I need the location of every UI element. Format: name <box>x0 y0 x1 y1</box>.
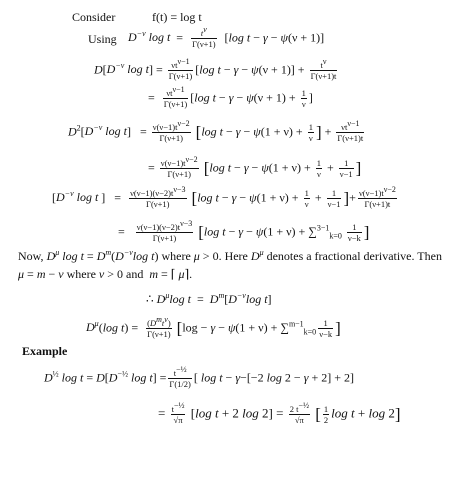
therefore-equation: ∴ $D^\mu\log$ $t = D^m[D^{-\nu}\log$ t] <box>146 291 272 306</box>
equation-3: = $\frac{\nu t^{\nu-1}}{\Gamma(\nu+1)}$ [log t − γ − ψ(ν + 1) + $\frac{1}{\nu}$ ] <box>148 85 313 109</box>
example-equation-2: = $\frac{t^{-\frac{1}{2}}}{√\pi}$ [log t + 2 log 2] = $\frac{2 t^{-\frac{1}{2}}}{√\pi}$ [ $\frac{1}{2}$ log t + log 2] <box>158 401 401 425</box>
paragraph-line-1: Now, $D^\mu$ $\log t = D^m(D^{-\nu}\log$ t) where μ > 0. Here $D^\mu$ denotes a fractional derivative. Then <box>18 248 442 263</box>
equation-7: = $\frac{\nu(\nu-1)(\nu-2)t^{\nu-3}}{\Gamma(\nu+1)}$ [log t − γ − ψ(1 + ν) + ∑$^{3-1}_{k=0}$ $\frac{1}{\nu-k}$ ] <box>118 219 370 243</box>
equation-1: $D^{-\nu}$ log t = $\frac{t^\nu}{\Gamma(\nu+1)}$ [log t − γ − ψ(ν + 1)] <box>128 25 325 49</box>
example-heading: Example <box>22 344 68 358</box>
equation-4: $D^2[D^{-\nu}$ log t] = $\frac{\nu(\nu-1)t^{\nu-2}}{\Gamma(\nu+1)}$ [log t − γ − ψ(1 + ν) + $\frac{1}{\nu}$ ] + $\frac{\nu t^{\nu-1}}{\Gamma(\nu+1)t}$ <box>68 119 364 143</box>
equation-5: = $\frac{\nu(\nu-1)t^{\nu-2}}{\Gamma(\nu+1)}$ [log t − γ − ψ(1 + ν) + $\frac{1}{\nu}$ + $\frac{1}{\nu-1}$ ] <box>148 155 362 179</box>
paragraph-line-2: μ = m − ν where ν > 0 and m = ⌈ μ⌉. <box>18 267 193 281</box>
general-formula: $D^\mu(\log$ t) = $\frac{(D^mt^\nu)}{\Gamma(\nu+1)}$ [log − γ − ψ(1 + ν) + ∑$^{m-1}_{k=0}$ $\frac{1}{\nu-k}$ ] <box>86 315 341 339</box>
consider-label: Consider <box>72 10 116 24</box>
equation-6: [$D^{-\nu}$ log t ] = $\frac{\nu(\nu-1)(\nu-2)t^{\nu-3}}{\Gamma(\nu+1)}$ [log t − γ − ψ(1 + ν) + $\frac{1}{\nu}$ + $\frac{1}{\nu-1}$ ]+ $\frac{\nu(\nu-1)t^{\nu-2}}{\Gamma(\nu+1)t}$ <box>52 185 396 209</box>
equation-2: $D[D^{-\nu}$ log t] = $\frac{\nu t^{\nu-1}}{\Gamma(\nu+1)}$ [log t − γ − ψ(ν + 1)] + $\frac{t^\nu}{\Gamma(\nu+1)t}$ <box>94 57 337 81</box>
using-label: Using <box>88 32 117 46</box>
example-equation-1: $D^{\frac{1}{2}}$ $\log t = D[D^{-\frac{1}{2}}$ log t] = $\frac{t^{-\frac{1}{2}}}{\Gamma(1/2)}$ [ log t − γ−[−2 log 2 − γ + 2] + 2] <box>44 365 354 389</box>
function-definition: f(t) = log t <box>152 10 202 24</box>
